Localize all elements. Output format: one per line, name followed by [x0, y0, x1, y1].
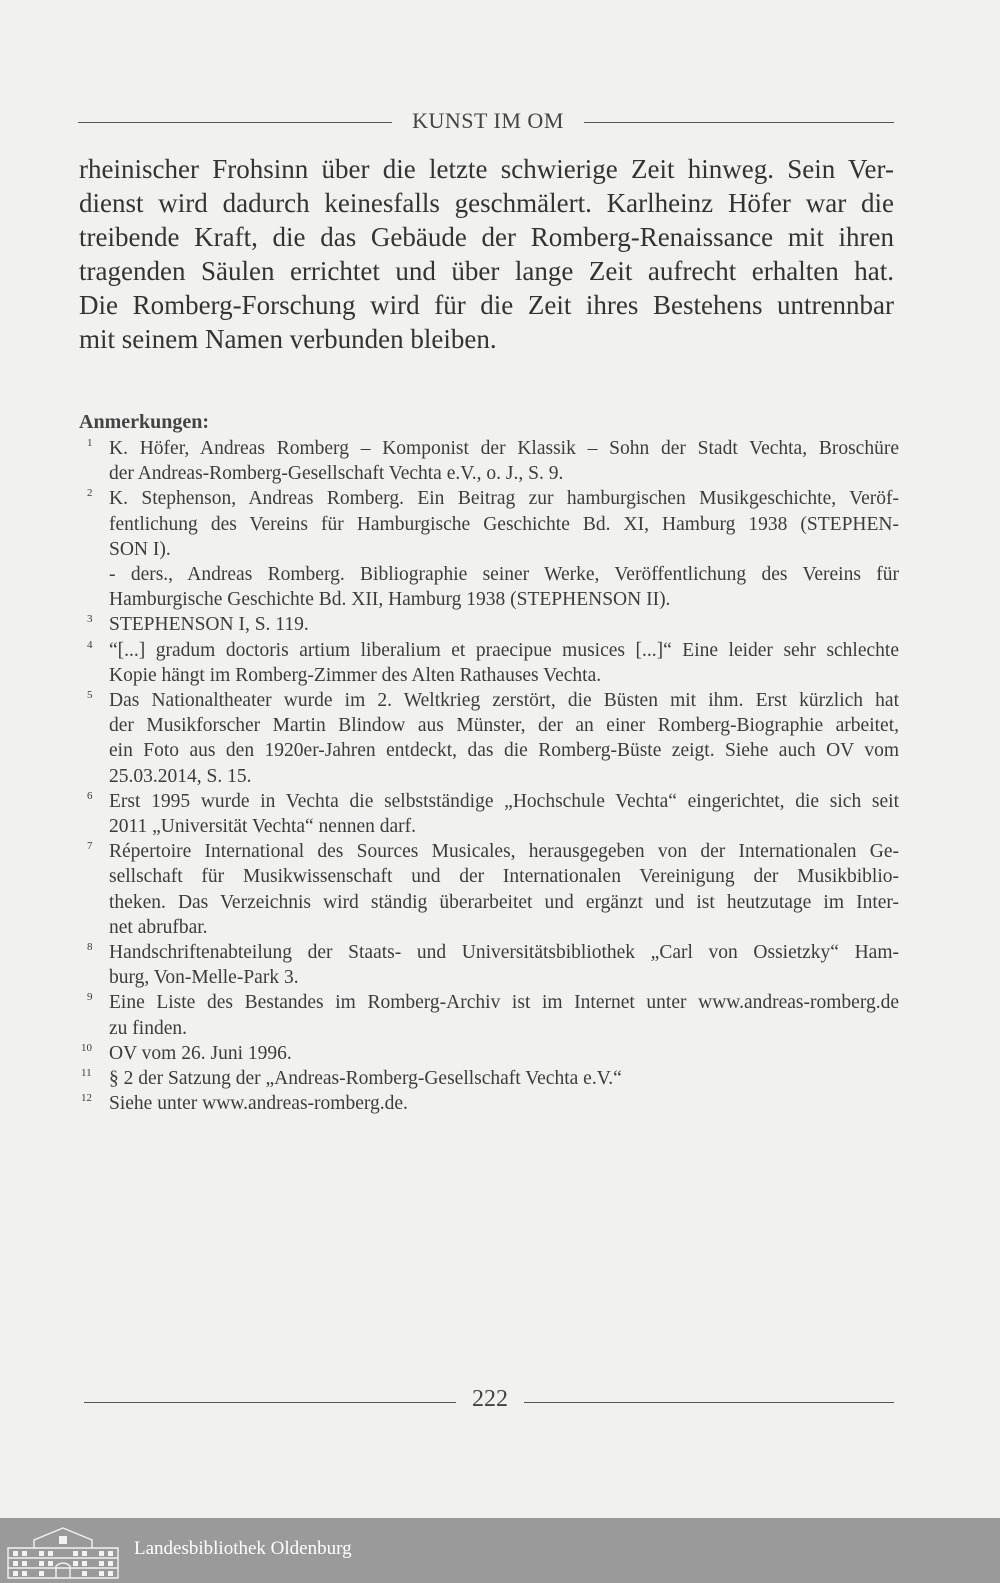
footnote-number: 12 — [81, 1092, 92, 1105]
library-footer-bar — [0, 1518, 1000, 1583]
body-line: dienst wird dadurch keinesfalls geschmälert. Karlheinz Höfer war die — [79, 188, 894, 218]
footnote-number: 7 — [87, 840, 93, 853]
footnote-line: Handschriftenabteilung der Staats- und Universitätsbibliothek „Carl von Ossietzky“ Ham- — [109, 942, 899, 964]
folio-rule-left — [84, 1402, 456, 1403]
body-line: rheinischer Frohsinn über die letzte schwierige Zeit hinweg. Sein Ver- — [79, 154, 894, 184]
footnote-12 — [79, 1091, 899, 1116]
footnote-line: sellschaft für Musikwissenschaft und der Internationalen Vereinigung der Musikbiblio- — [109, 866, 899, 888]
footnote-line: theken. Das Verzeichnis wird ständig überarbeitet und ergänzt und ist heutzutage im Inter- — [109, 891, 899, 913]
footnote-line: der Andreas-Romberg-Gesellschaft Vechta e.V., o. J., S. 9. — [109, 463, 564, 485]
footnote-number: 1 — [87, 437, 93, 449]
body-line: Die Romberg-Forschung wird für die Zeit ihres Bestehens untrennbar — [79, 290, 894, 320]
footnote-6 — [79, 789, 899, 839]
footnote-line: Hamburgische Geschichte Bd. XII, Hamburg 1938 (STEPHENSON II). — [109, 589, 671, 611]
footnote-line: § 2 der Satzung der „Andreas-Romberg-Gesellschaft Vechta e.V.“ — [109, 1068, 622, 1090]
footnote-8 — [79, 940, 899, 990]
library-name: Landesbibliothek Oldenburg — [134, 1538, 352, 1559]
footnote-line: der Musikforscher Martin Blindow aus Münster, der an einer Romberg-Biographie arbeitet, — [109, 715, 899, 737]
footnote-line: 2011 „Universität Vechta“ nennen darf. — [109, 816, 417, 838]
footnote-5 — [79, 688, 899, 789]
body-line: mit seinem Namen verbunden bleiben. — [79, 324, 497, 354]
footnote-line: burg, Von-Melle-Park 3. — [109, 967, 299, 989]
header-title: KUNST IM OM — [412, 108, 564, 133]
footnote-line: Erst 1995 wurde in Vechta die selbstständige „Hochschule Vechta“ eingerichtet, die sich seit — [109, 790, 899, 812]
footnote-number: 3 — [87, 613, 93, 626]
footnote-2 — [79, 486, 899, 612]
header-rule-left — [78, 122, 392, 123]
footnote-line: SON I). — [109, 538, 171, 560]
footnote-line: “[...] gradum doctoris artium liberalium et praecipue musices [...]“ Eine leider sehr schlechte — [109, 639, 899, 661]
body-line: tragenden Säulen errichtet und über lange Zeit aufrecht erhalten hat. — [79, 256, 894, 286]
footnote-line: OV vom 26. Juni 1996. — [109, 1042, 292, 1064]
footnote-9 — [79, 990, 899, 1040]
footnote-number: 4 — [87, 638, 93, 651]
footnote-3 — [79, 612, 899, 637]
footnote-number: 6 — [87, 789, 93, 802]
folio-rule-right — [524, 1402, 894, 1403]
page-number: 222 — [472, 1386, 508, 1412]
footnote-7 — [79, 839, 899, 940]
footnote-line: STEPHENSON I, S. 119. — [109, 614, 309, 636]
footnote-line: Eine Liste des Bestandes im Romberg-Archiv ist im Internet unter www.andreas-romberg.de — [109, 992, 899, 1014]
footnote-10 — [79, 1041, 899, 1066]
footnote-line: Kopie hängt im Romberg-Zimmer des Alten Rathauses Vechta. — [109, 664, 602, 686]
page-number-row — [84, 1386, 894, 1416]
footnote-line: Siehe unter www.andreas-romberg.de. — [109, 1093, 408, 1115]
footnote-number: 8 — [87, 941, 93, 954]
footnote-line: K. Höfer, Andreas Romberg – Komponist der Klassik – Sohn der Stadt Vechta, Broschüre — [109, 438, 899, 459]
footnote-1 — [79, 436, 899, 486]
library-building-icon — [4, 1522, 122, 1580]
footnote-line: net abrufbar. — [109, 916, 208, 938]
footnote-line: K. Stephenson, Andreas Romberg. Ein Beitrag zur hamburgischen Musikgeschichte, Veröf- — [109, 488, 899, 510]
footnote-number: 9 — [87, 991, 93, 1004]
body-paragraph — [79, 152, 894, 356]
footnote-line: Répertoire International des Sources Musicales, herausgegeben von der Internationalen Ge- — [109, 841, 899, 863]
footnote-line: fentlichung des Vereins für Hamburgische Geschichte Bd. XI, Hamburg 1938 (STEPHEN- — [109, 513, 899, 535]
footnote-number: 5 — [87, 689, 93, 702]
running-header — [78, 108, 894, 138]
footnote-4 — [79, 638, 899, 688]
footnote-number: 2 — [87, 487, 93, 500]
notes-heading: Anmerkungen: — [79, 411, 210, 433]
body-line: treibende Kraft, die das Gebäude der Romberg-Renaissance mit ihren — [79, 222, 894, 252]
footnote-line: Das Nationaltheater wurde im 2. Weltkrieg zerstört, die Büsten mit ihm. Erst kürzlich hat — [109, 690, 899, 712]
footnote-11 — [79, 1066, 899, 1091]
footnote-line: - ders., Andreas Romberg. Bibliographie seiner Werke, Veröffentlichung des Vereins für — [109, 564, 899, 586]
footnote-number: 11 — [81, 1067, 92, 1080]
footnote-line: 25.03.2014, S. 15. — [109, 765, 252, 787]
footnote-line: zu finden. — [109, 1017, 187, 1039]
footnote-number: 10 — [81, 1041, 92, 1054]
notes-list — [79, 436, 899, 1116]
header-rule-right — [584, 122, 894, 123]
footnote-line: ein Foto aus den 1920er-Jahren entdeckt, das die Romberg-Büste zeigt. Siehe auch OV vom — [109, 740, 899, 762]
